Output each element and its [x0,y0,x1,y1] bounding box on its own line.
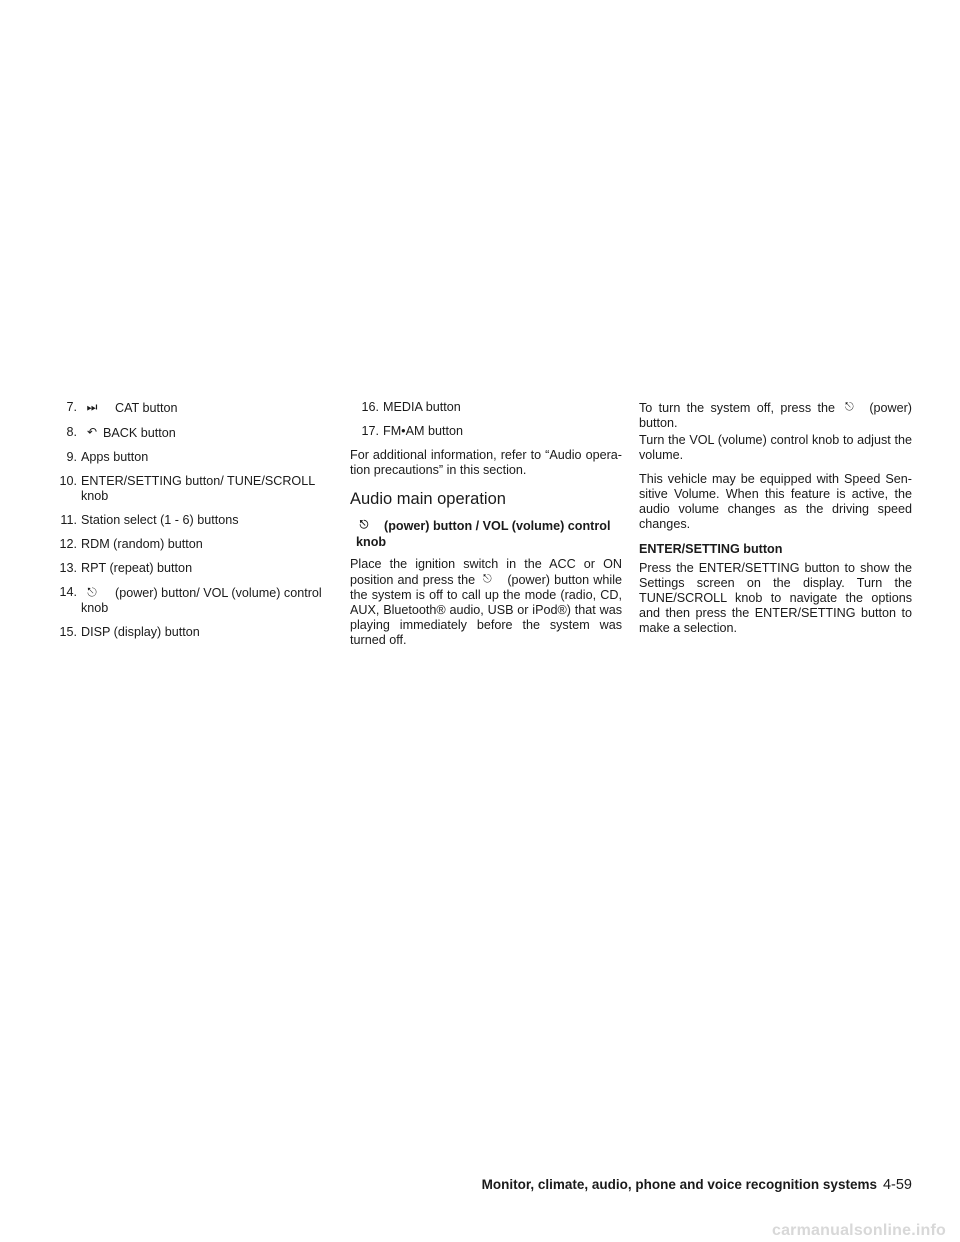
power-icon: ⎋ [359,519,369,531]
item-text: DISP (display) button [81,625,200,639]
speed-sensitive-paragraph: This vehicle may be equipped with Speed Sen- sitive Volume. When this feature is active, the audio volume changes as the driving speed changes. [639,472,912,531]
back-arrow-icon: ↶ [86,425,98,439]
item-text: CAT button [115,401,178,415]
item-number: 8. [66,425,77,439]
watermark: carmanualsonline.info [771,1222,946,1239]
item-number: 13. [59,561,77,575]
paragraph-text: (power) button while the system is off to call up the mode (radio, CD, AUX, Bluetooth® audio, USB or iPod®) that was playing immediately before the system was turned off. [350,573,622,647]
list-item [48,585,330,616]
power-subheading [350,517,622,550]
list-item [48,425,330,441]
list-item [48,625,330,640]
item-text: (power) button/ VOL (volume) control knob [81,586,322,615]
ignition-paragraph [350,557,622,648]
item-text: RDM (random) button [81,537,203,551]
section-title: Audio main operation [350,490,506,508]
list-item [48,537,330,552]
paragraph-text: (power) button. [639,401,913,430]
item-number: 11. [60,513,77,527]
column-right [639,400,912,645]
list-item [48,561,330,576]
item-number: 17. [361,424,379,438]
item-number: 15. [59,625,77,639]
paragraph-text: Place the ignition switch in the ACC or ON position and press the [350,557,622,587]
page-number: 4-59 [882,1177,912,1193]
item-text: Station select (1 - 6) buttons [81,513,239,527]
footer-section-title: Monitor, climate, audio, phone and voice recognition systems [481,1177,877,1192]
item-number: 14. [59,585,77,599]
item-number: 10. [59,474,77,488]
item-text: MEDIA button [383,400,461,414]
item-text: ENTER/SETTING button/ TUNE/SCROLL knob [81,474,315,503]
item-text: RPT (repeat) button [81,561,193,575]
item-number: 7. [66,400,77,414]
power-icon: ⎋ [482,573,492,585]
list-item [48,474,330,504]
enter-setting-heading: ENTER/SETTING button [639,542,783,556]
list-item [48,450,330,465]
list-item [350,400,622,415]
list-item [350,424,622,439]
item-number: 12. [59,537,77,551]
list-item [48,400,330,416]
item-text: FM•AM button [383,424,463,438]
paragraph-text: To turn the system off, press the [639,401,835,415]
enter-setting-paragraph: Press the ENTER/SETTING button to show the Settings screen on the display. Turn the TUNE/SCROLL knob to navigate the options and then press the ENTER/SETTING button to make a selection. [639,561,912,635]
item-number: 9. [66,450,77,464]
power-icon: ⎋ [844,401,854,413]
list-item [48,513,330,528]
item-text: Apps button [81,450,149,464]
volume-paragraph: Turn the VOL (volume) control knob to adjust the volume. [639,433,912,462]
skip-forward-icon: ⏭ [86,400,98,414]
subheading-text: (power) button / VOL (volume) control knob [356,519,611,549]
page-footer [452,1177,912,1193]
turn-off-paragraph [639,400,912,431]
additional-info-paragraph: For additional information, refer to “Audio opera- tion precautions” in this section. [350,448,622,477]
column-left [48,400,330,649]
item-number: 16. [361,400,379,414]
power-icon: ⎋ [87,585,97,599]
item-text: BACK button [103,426,176,440]
column-middle [350,400,622,657]
